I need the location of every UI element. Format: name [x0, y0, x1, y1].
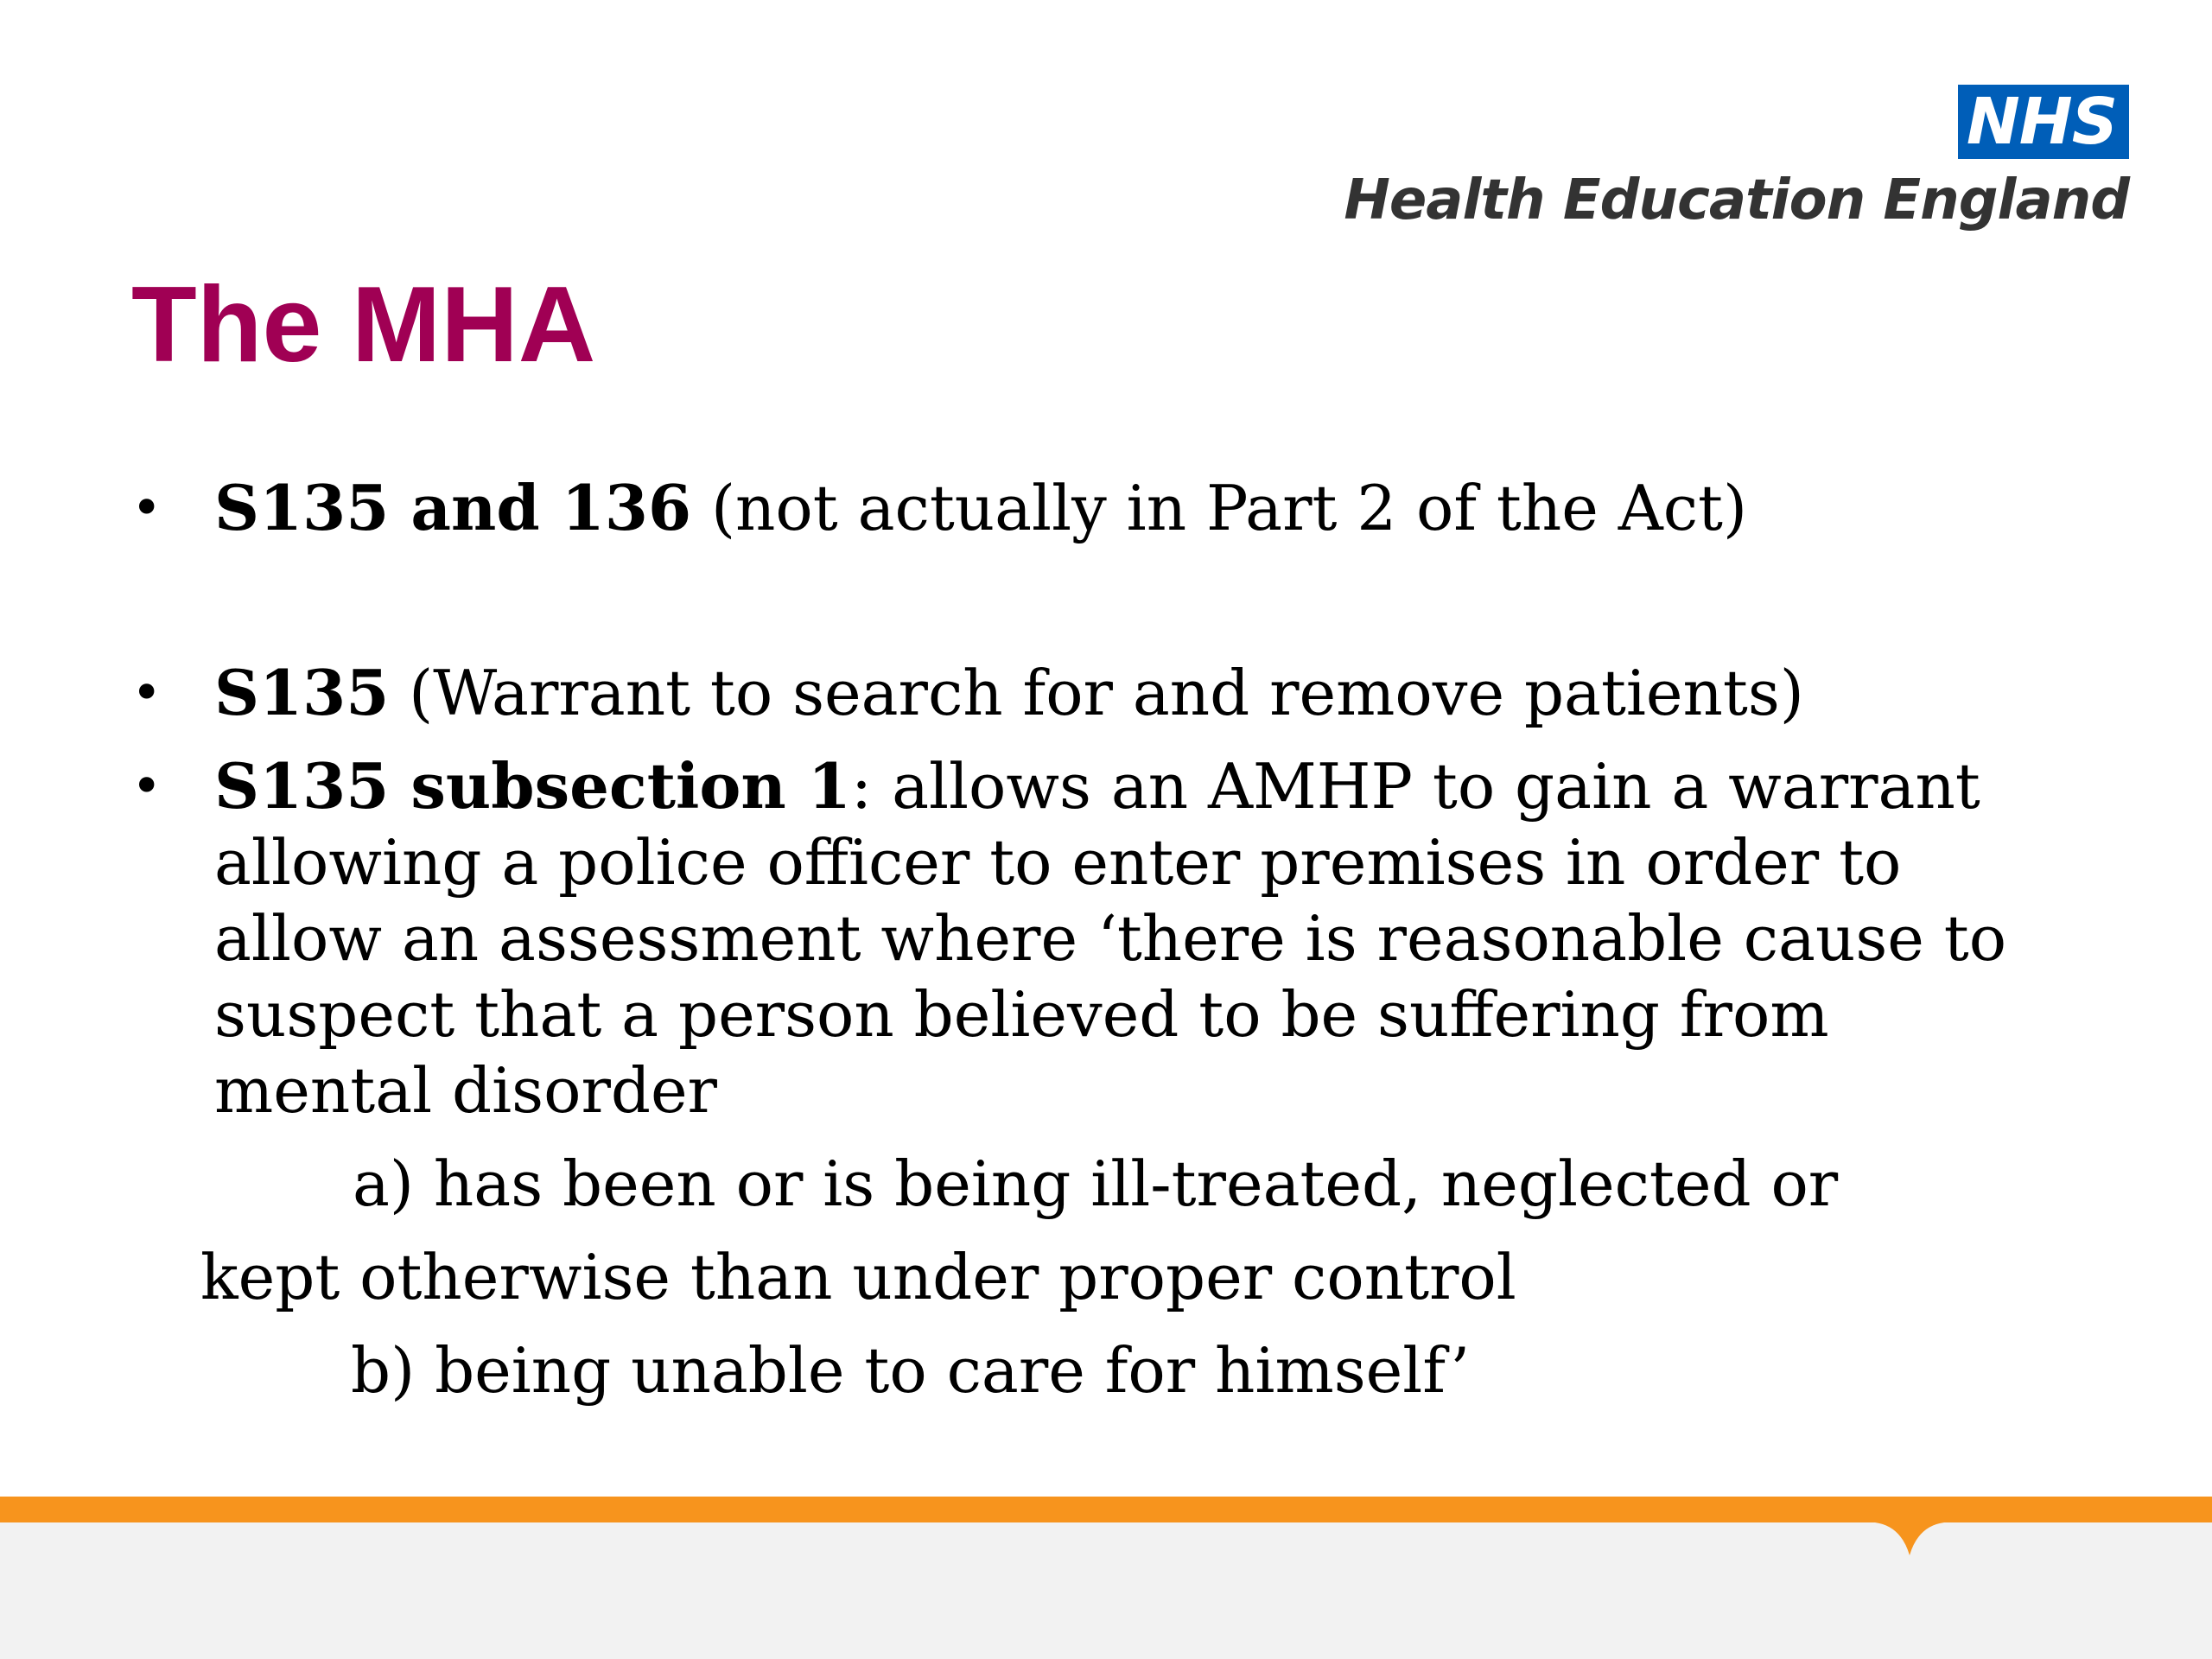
bullet-item-3	[214, 748, 2029, 1128]
bullet-3-line-1	[214, 748, 2029, 824]
bullet-1-text: (not actually in Part 2 of the Act)	[691, 472, 1748, 544]
footer-band	[0, 1522, 2212, 1659]
sub-item-a-line-1: a) has been or is being ill-treated, neglected or	[353, 1147, 1839, 1220]
bullet-dot: •	[131, 756, 162, 817]
sub-item-b-line: b) being unable to care for himself’	[351, 1334, 1471, 1407]
bullet-2-bold: S135	[214, 656, 390, 729]
bullet-3-line-5: mental disorder	[214, 1054, 717, 1127]
bullet-item-1	[214, 470, 1747, 546]
sub-item-a-line-2: kept otherwise than under proper control	[200, 1241, 1516, 1313]
bullet-item-2	[214, 655, 1804, 731]
bullet-dot: •	[131, 663, 162, 723]
bullet-2-text: (Warrant to search for and remove patients)	[389, 657, 1804, 729]
bullet-3-bold: S135 subsection 1	[214, 749, 851, 823]
nhs-hee-logo	[1344, 85, 2129, 233]
org-name: Health Education England	[1344, 168, 2129, 232]
bullet-3-text-1: : allows an AMHP to gain a warrant	[850, 750, 1980, 823]
bullet-dot: •	[131, 478, 162, 538]
bullet-3-line-3: allow an assessment where ‘there is reasonable cause to	[214, 902, 2007, 975]
slide-title: The MHA	[131, 265, 596, 385]
bullet-3-line-4: suspect that a person believed to be suffering from	[214, 978, 1829, 1051]
bullet-3-line-2: allowing a police officer to enter premises in order to	[214, 826, 1902, 899]
nhs-logo-box: NHS	[1958, 85, 2129, 159]
bullet-1-bold: S135 and 136	[214, 471, 692, 544]
footer-orange-stripe	[0, 1497, 2212, 1522]
